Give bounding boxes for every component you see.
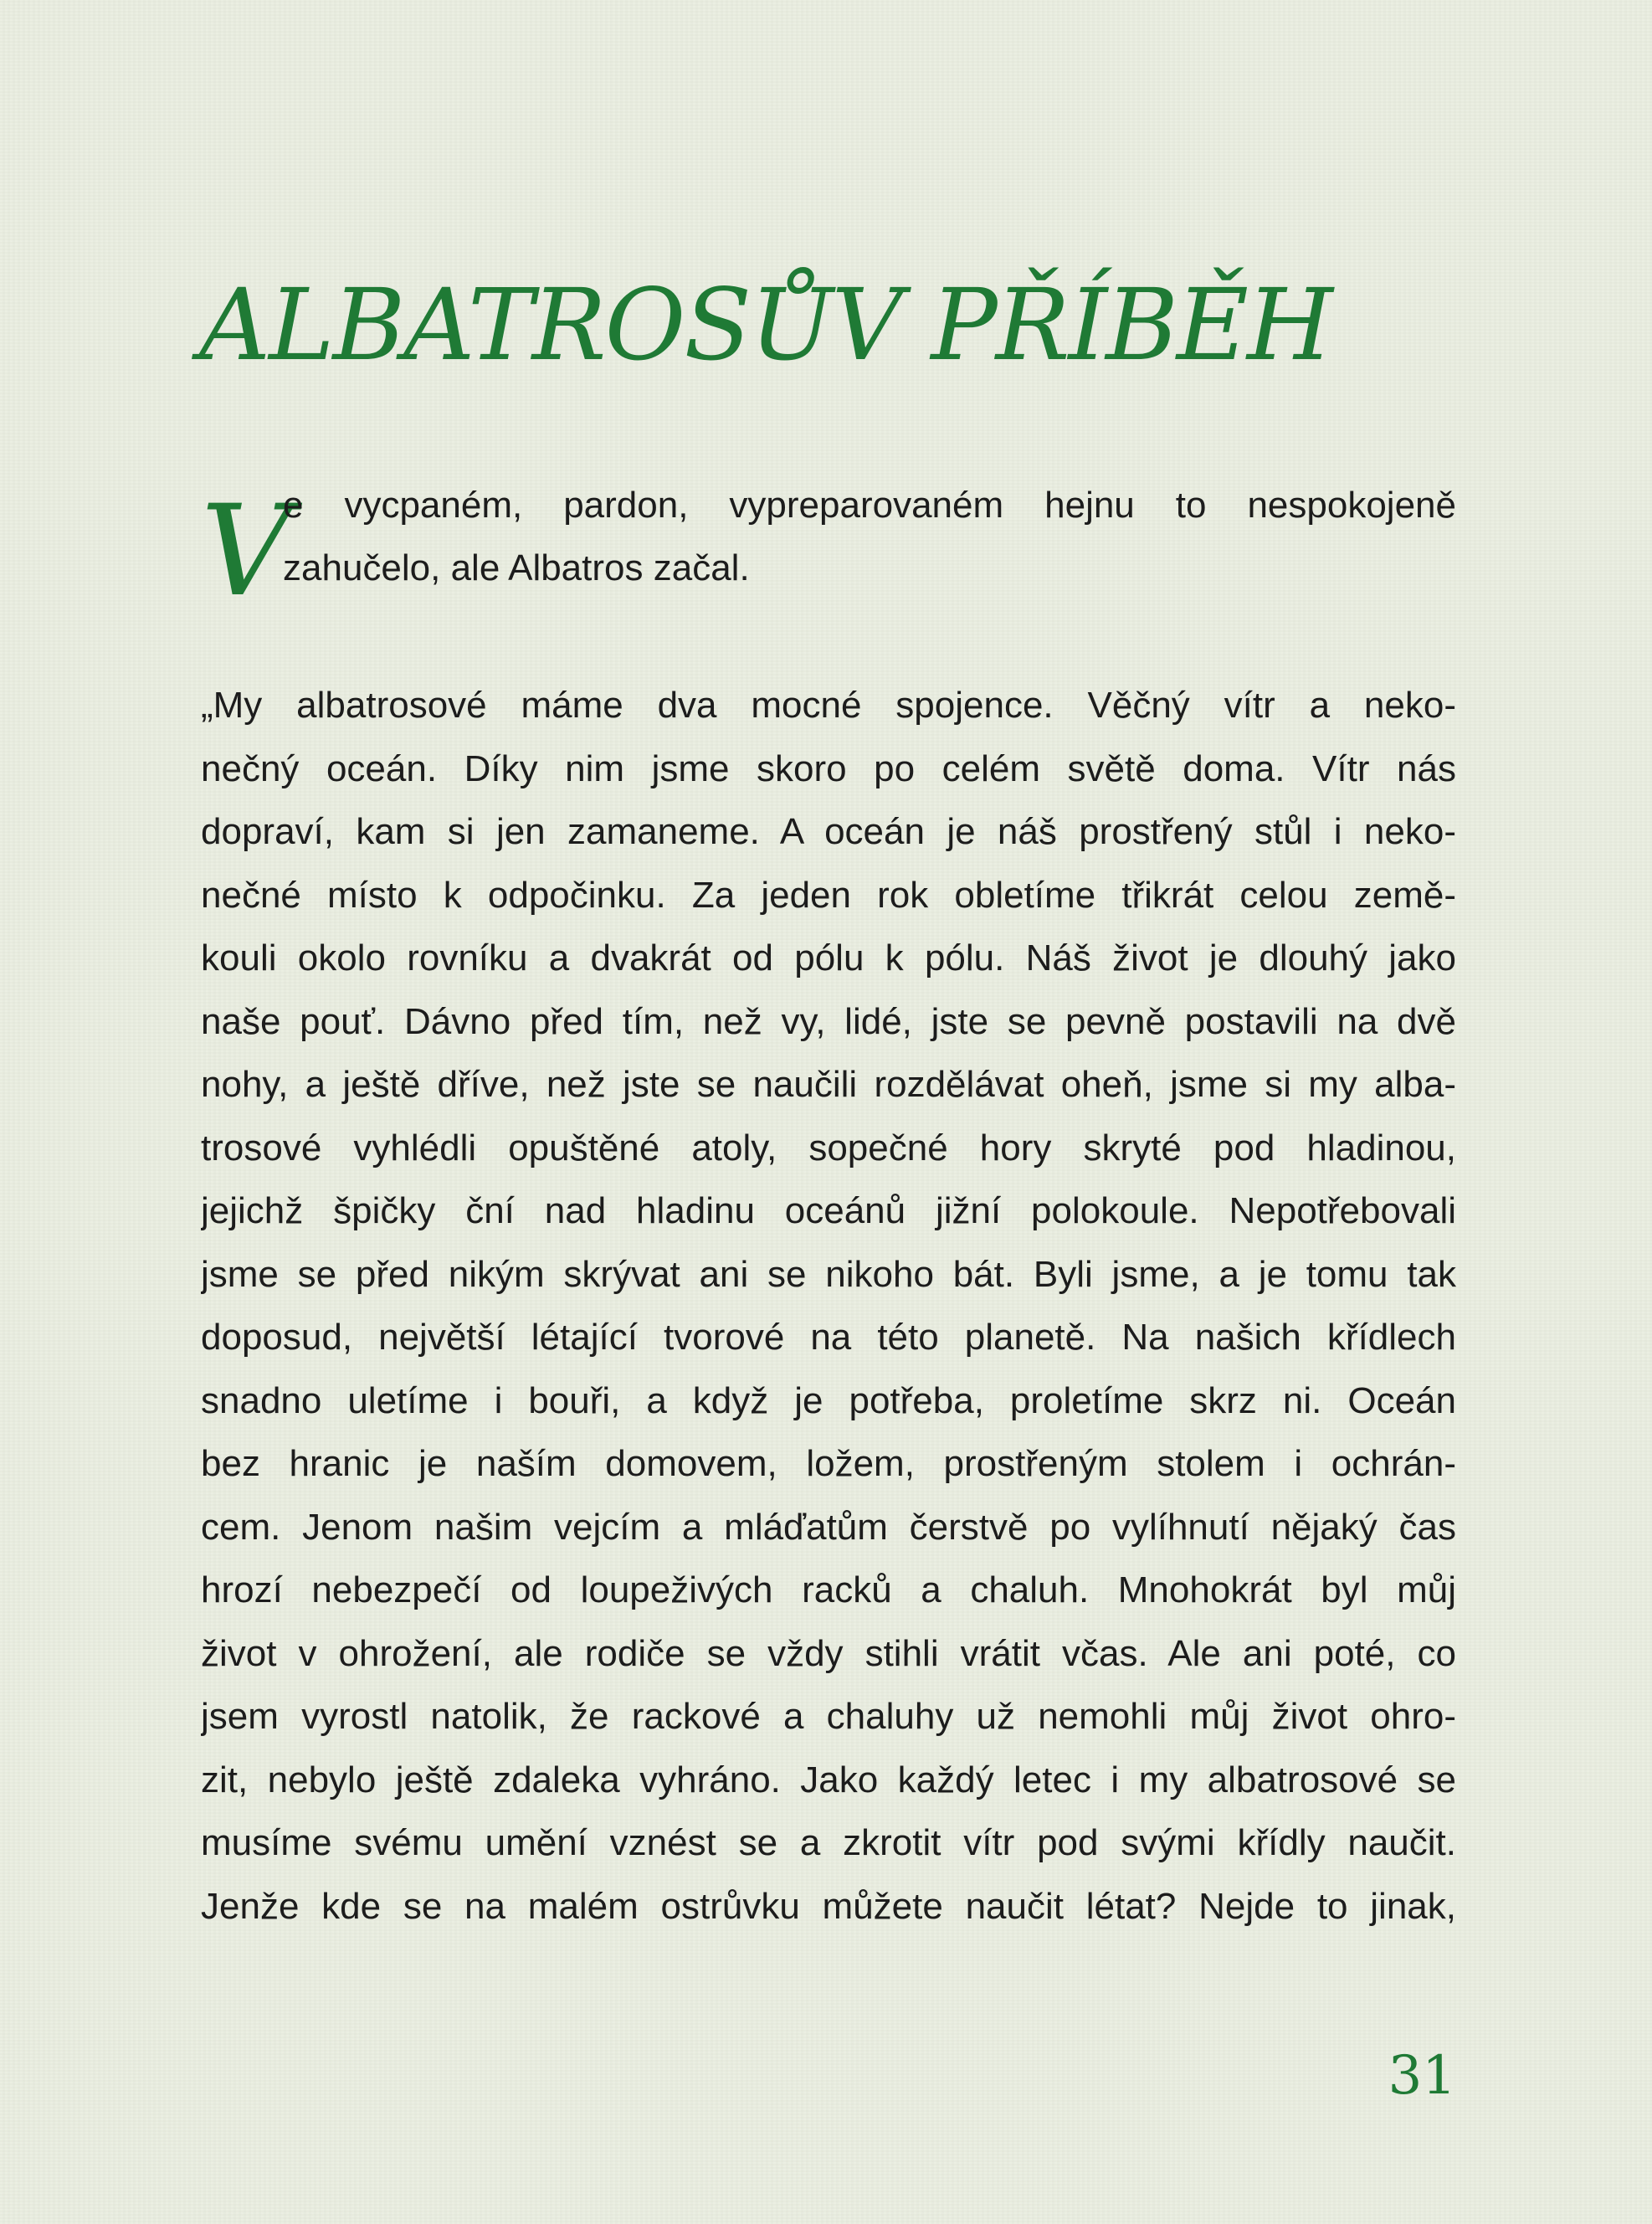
intro-line: e vycpaném, pardon, vypreparovaném hejnu to nespokojeně	[283, 485, 1456, 526]
body-line: cem. Jenom našim vejcím a mláďatům čerstvě po vylíhnutí nějaký čas	[201, 1506, 1456, 1548]
body-line: trosové vyhlédli opuštěné atoly, sopečné hory skryté pod hladinou,	[201, 1127, 1456, 1168]
body-line: život v ohrožení, ale rodiče se vždy stihli vrátit včas. Ale ani poté, co	[201, 1632, 1456, 1674]
body-line: kouli okolo rovníku a dvakrát od pólu k pólu. Náš život je dlouhý jako	[201, 937, 1456, 978]
body-line: jsme se před nikým skrývat ani se nikoho bát. Byli jsme, a je tomu tak	[201, 1253, 1456, 1295]
body-line: zit, nebylo ještě zdaleka vyhráno. Jako každý letec i my albatrosové se	[201, 1759, 1456, 1800]
body-line: doposud, největší létající tvorové na této planetě. Na našich křídlech	[201, 1317, 1456, 1358]
body-line: hrozí nebezpečí od loupeživých racků a chaluh. Mnohokrát byl můj	[201, 1569, 1456, 1610]
body-line: jejichž špičky ční nad hladinu oceánů jižní polokoule. Nepotřebovali	[201, 1190, 1456, 1231]
body-line: musíme svému umění vznést se a zkrotit vítr pod svými křídly naučit.	[201, 1822, 1456, 1863]
intro-line: zahučelo, ale Albatros začal.	[283, 547, 750, 588]
body-line: nečný oceán. Díky nim jsme skoro po celém světě doma. Vítr nás	[201, 747, 1456, 789]
body-line: bez hranic je naším domovem, ložem, prostřeným stolem i ochrán-	[201, 1443, 1456, 1484]
body-line: snadno uletíme i bouři, a když je potřeba, proletíme skrz ni. Oceán	[201, 1379, 1456, 1421]
body-line: „My albatrosové máme dva mocné spojence. Věčný vítr a neko-	[201, 685, 1456, 726]
body-line: naše pouť. Dávno před tím, než vy, lidé, jste se pevně postavili na dvě	[201, 1000, 1456, 1042]
drop-cap: V	[201, 479, 292, 624]
body-line: jsem vyrostl natolik, že rackové a chaluhy už nemohli můj život ohro-	[201, 1696, 1456, 1737]
intro-paragraph	[201, 474, 1456, 624]
chapter-title: ALBATROSŮV PŘÍBĚH	[199, 267, 1331, 383]
page-number: 31	[1388, 2045, 1456, 2107]
body-line: nečné místo k odpočinku. Za jeden rok obletíme třikrát celou země-	[201, 874, 1456, 916]
body-line: dopraví, kam si jen zamaneme. A oceán je náš prostřený stůl i neko-	[201, 811, 1456, 852]
body-line: Jenže kde se na malém ostrůvku můžete naučit létat? Nejde to jinak,	[201, 1885, 1456, 1927]
body-paragraph	[201, 674, 1456, 1938]
body-line: nohy, a ještě dříve, než jste se naučili rozdělávat oheň, jsme si my alba-	[201, 1064, 1456, 1105]
